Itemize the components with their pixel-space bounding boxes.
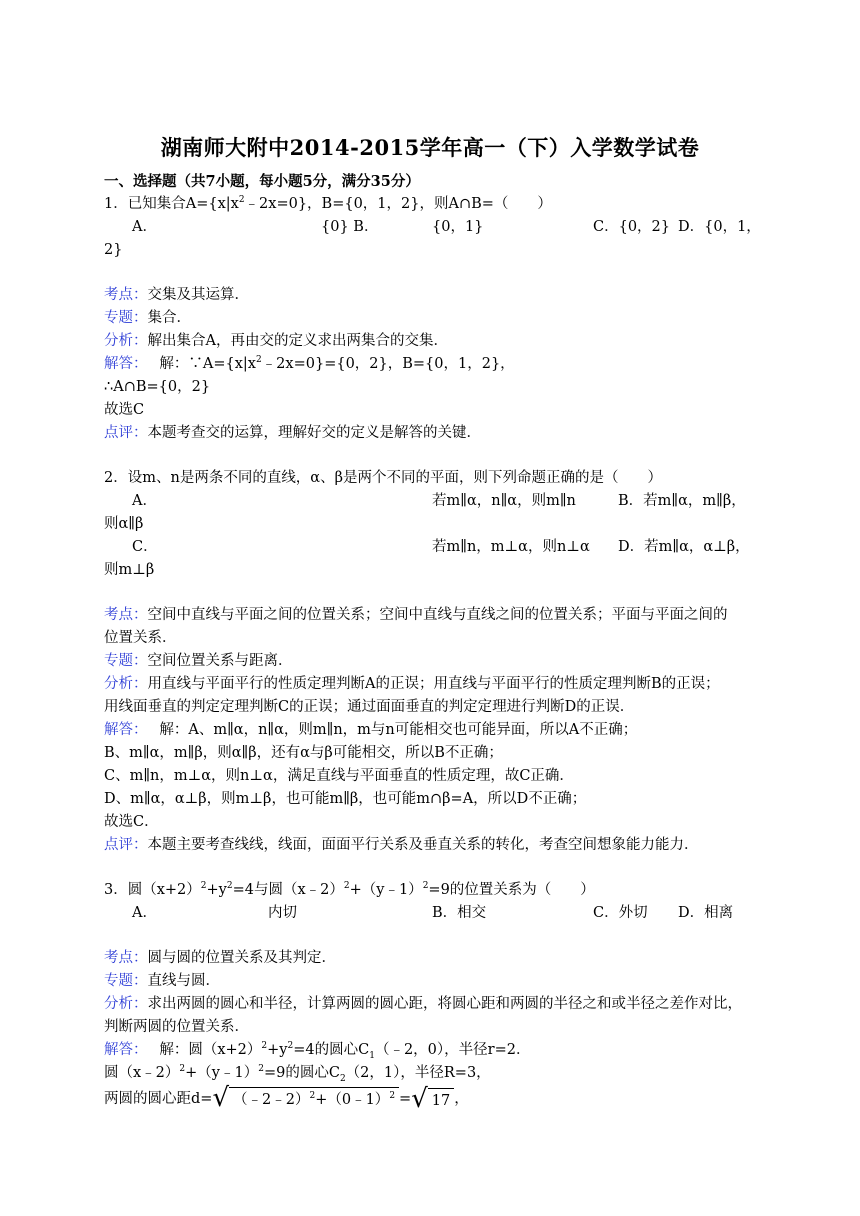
q2-dianping: 点评：本题主要考查线线，线面，面面平行关系及垂直关系的转化，考查空间想象能力能力． bbox=[104, 837, 699, 853]
q1-jieda-line2: ∴A∩B={0，2} bbox=[104, 379, 211, 395]
q2-jieda: 解答： 解：A、m∥α，n∥α，则m∥n，m与n可能相交也可能异面，所以A不正确； bbox=[104, 722, 638, 738]
q2-kaodian-cont: 位置关系． bbox=[104, 630, 177, 646]
q3-option-d: D．相离 bbox=[678, 905, 734, 921]
q2-stem: 2．设m、n是两条不同的直线，α、β是两个不同的平面，则下列命题正确的是（ ） bbox=[104, 470, 662, 486]
q1-jieda: 解答： 解：$\because A=\{x|x^2﹣2x=0\}=\{0$，2}，B={0，1，2}， bbox=[104, 355, 515, 372]
q3-option-a-label: A． bbox=[132, 905, 157, 921]
q2-zhuanti: 专题：空间位置关系与距离． bbox=[104, 653, 293, 669]
q1-zhuanti: 专题：集合． bbox=[104, 310, 191, 326]
q2-option-c-label: C． bbox=[132, 539, 158, 555]
q2-jieda-line4: D、m∥α，α⊥β，则m⊥β，也可能m∥β，也可能m∩β=A，所以D不正确； bbox=[104, 791, 587, 807]
q2-fenxi: 分析：用直线与平面平行的性质定理判断A的正误；用直线与平面平行的性质定理判断B的正误； bbox=[104, 676, 720, 692]
q1-fenxi: 分析：解出集合A，再由交的定义求出两集合的交集． bbox=[104, 333, 448, 349]
radical-sign-17: √ 17 bbox=[411, 1087, 454, 1111]
q2-option-b-cont: 则α∥β bbox=[104, 516, 144, 532]
q1-option-b-value: {0，1} bbox=[432, 219, 484, 235]
q1-jieda-line3: 故选C bbox=[104, 402, 145, 418]
q1-option-b-label: B． bbox=[353, 219, 379, 235]
q3-stem: 3．圆$(x+2)^2+y^2=4$与圆（x﹣2）$^2$+（y﹣1）$^2$=9的位置关系为（ ） bbox=[104, 881, 595, 898]
q1-dianping: 点评：本题考查交的运算，理解好交的定义是解答的关键． bbox=[104, 425, 481, 441]
q2-option-a-value: 若m∥α，n∥α，则m∥n bbox=[432, 493, 576, 509]
q2-option-b: B．若m∥α，m∥β， bbox=[618, 493, 746, 509]
q3-kaodian: 考点：圆与圆的位置关系及其判定． bbox=[104, 950, 336, 966]
q2-option-a-label: A． bbox=[132, 493, 157, 509]
q2-jieda-line5: 故选C． bbox=[104, 814, 159, 830]
q1-kaodian: 考点：交集及其运算． bbox=[104, 287, 249, 303]
q3-option-a-value: 内切 bbox=[268, 905, 297, 921]
q2-jieda-line3: C、m∥n，m⊥α，则n⊥α，满足直线与平面垂直的性质定理，故C正确． bbox=[104, 768, 574, 784]
q3-option-b: B．相交 bbox=[432, 905, 487, 921]
q3-jieda: 解答： 解：圆$(x+2)^2+y^2=4$的圆心$C_1(﹣2$，0），半径r=2． bbox=[104, 1041, 531, 1061]
q2-jieda-line2: B、m∥α，m∥β，则α∥β，还有α与β可能相交，所以B不正确； bbox=[104, 745, 503, 761]
q1-option-c: C．{0，2} bbox=[593, 219, 670, 235]
page-title: 湖南师大附中2014-2015学年高一（下）入学数学试卷 bbox=[160, 135, 700, 160]
q3-zhuanti: 专题：直线与圆． bbox=[104, 973, 220, 989]
q1-option-d: D．{0，1， bbox=[678, 219, 761, 235]
q1-stem: 1．已知集合$A=\{x|x^2﹣2x=0\}$，B={0，1，2}，则A∩B=（ ） bbox=[104, 195, 552, 212]
q2-fenxi-cont: 用线面垂直的判定定理判断C的正误；通过面面垂直的判定定理进行判断D的正误． bbox=[104, 699, 635, 715]
q3-jieda-line3: 两圆的圆心距d=√ （﹣2﹣2）$^2$+（0﹣1）$^2$ =√ 17 ， bbox=[104, 1083, 469, 1114]
radical-sign: √ （﹣2﹣2）$^2$+（0﹣1）$^2$ bbox=[212, 1086, 399, 1112]
q2-option-c-value: 若m∥n，m⊥α，则n⊥α bbox=[432, 539, 590, 555]
q2-kaodian: 考点：空间中直线与平面之间的位置关系；空间中直线与直线之间的位置关系；平面与平面之间的 bbox=[104, 607, 728, 623]
q3-fenxi: 分析：求出两圆的圆心和半径，计算两圆的圆心距，将圆心距和两圆的半径之和或半径之差作对比， bbox=[104, 996, 742, 1012]
q1-option-a-value: {0} B． bbox=[321, 219, 379, 235]
q3-fenxi-cont: 判断两圆的位置关系． bbox=[104, 1019, 249, 1035]
q2-option-d-cont: 则m⊥β bbox=[104, 562, 155, 578]
q3-jieda-line2: 圆（x﹣2）$^2$+（y﹣1）$^2$=9的圆心$C_2(2$，1），半径R=3， bbox=[104, 1064, 491, 1084]
q1-option-a-label: A． bbox=[132, 219, 157, 235]
q1-option-d-cont: 2} bbox=[104, 242, 123, 258]
q3-option-c: C．外切 bbox=[593, 905, 648, 921]
section-heading: 一、选择题（共7小题，每小题5分，满分35分） bbox=[104, 173, 420, 190]
q2-option-d: D．若m∥α，α⊥β， bbox=[618, 539, 750, 555]
